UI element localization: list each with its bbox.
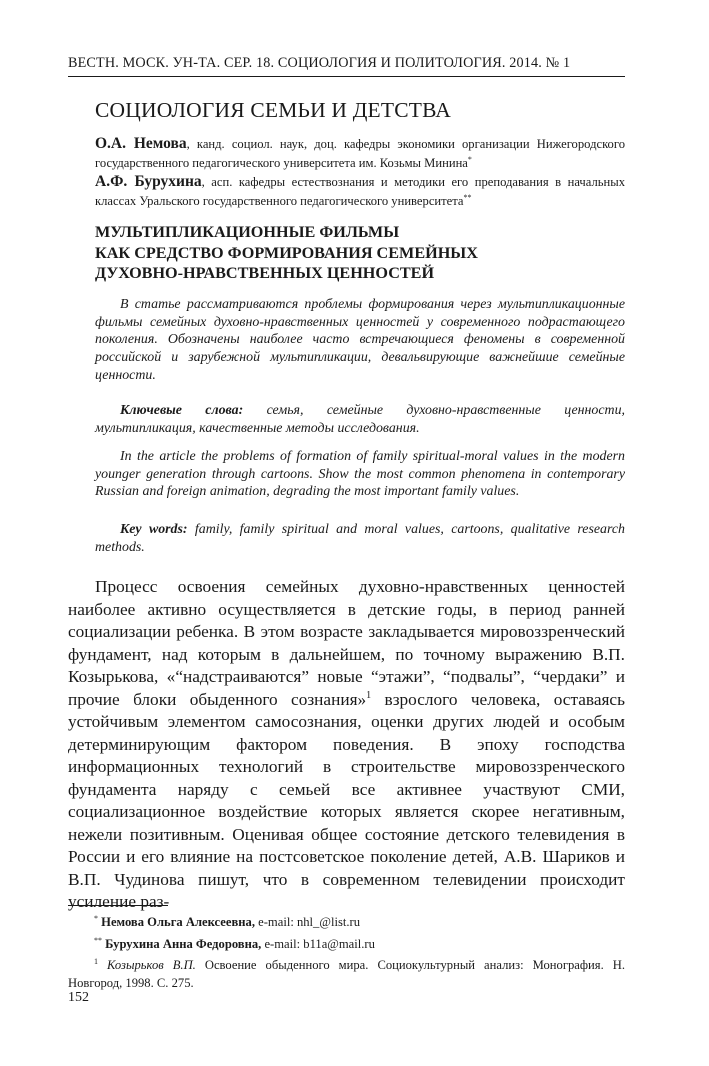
abstract-english bbox=[95, 448, 625, 501]
footnote-reference-1[interactable]: 1 bbox=[366, 689, 372, 701]
header-rule bbox=[68, 76, 625, 77]
author-1-footnote-mark: * bbox=[467, 155, 472, 164]
footnote-1 bbox=[68, 910, 625, 932]
footnote-3-citation: Козырьков В.П. bbox=[107, 958, 196, 973]
author-1-name: О.А. Немова bbox=[95, 135, 187, 152]
author-2-name: А.Ф. Бурухина bbox=[95, 173, 202, 190]
article-title-line-1: МУЛЬТИПЛИКАЦИОННЫЕ ФИЛЬМЫ bbox=[95, 223, 400, 241]
article-title bbox=[95, 222, 478, 284]
article-title-line-3: ДУХОВНО-НРАВСТВЕННЫХ ЦЕННОСТЕЙ bbox=[95, 264, 435, 282]
author-1-affiliation: , канд. социол. наук, доц. кафедры экономики организации Нижегородского государственного педагогического университета им. Козьмы Минина bbox=[95, 137, 625, 171]
footnote-2 bbox=[68, 932, 625, 954]
keywords-english-text: family, family spiritual and moral values, cartoons, qualitative research methods. bbox=[95, 522, 625, 555]
running-head: ВЕСТН. МОСК. УН-ТА. СЕР. 18. СОЦИОЛОГИЯ И ПОЛИТОЛОГИЯ. 2014. № 1 bbox=[68, 55, 571, 71]
body-text-part-2: взрослого человека, оставаясь устойчивым элементом самосознания, оценки других людей и особым детерминирующим фактором поведения. В эпоху господства информационных технологий в строительстве мировоззренческого фундамента наряду с семьей все активнее участвуют СМИ, социализационное воздействие которых является скорее негативным, нежели позитивным. Оценивая общее состояние детского телевидения в России и его влияние на постсоветское поколение детей, А.В. Шариков и В.П. Чудинова пишут, что в современном телевидении происходит усиление раз- bbox=[68, 689, 625, 911]
footnote-1-name: Немова Ольга Алексеевна, bbox=[101, 915, 255, 930]
abstract-russian bbox=[95, 296, 625, 385]
keywords-english-label: Key words: bbox=[120, 522, 188, 537]
footnote-2-mark: ** bbox=[94, 935, 102, 945]
footnote-separator bbox=[68, 905, 168, 906]
footnote-3-mark: 1 bbox=[94, 957, 98, 967]
page-number: 152 bbox=[68, 990, 89, 1005]
section-title: СОЦИОЛОГИЯ СЕМЬИ И ДЕТСТВА bbox=[95, 98, 452, 122]
footnotes bbox=[68, 910, 625, 993]
author-2 bbox=[95, 174, 625, 209]
keywords-russian-text: семья, семейные духовно-нравственные ценности, мультипликация, качественные методы исследования. bbox=[95, 403, 625, 436]
keywords-russian bbox=[95, 402, 625, 437]
footnote-3 bbox=[68, 953, 625, 992]
author-2-footnote-mark: ** bbox=[463, 193, 472, 202]
keywords-russian-label: Ключевые слова: bbox=[120, 403, 244, 418]
article-title-line-2: КАК СРЕДСТВО ФОРМИРОВАНИЯ СЕМЕЙНЫХ bbox=[95, 243, 478, 262]
keywords-english bbox=[95, 521, 625, 556]
footnote-1-email: e-mail: nhl_@list.ru bbox=[255, 915, 360, 930]
footnote-2-name: Бурухина Анна Федоровна, bbox=[105, 936, 262, 951]
author-2-affiliation: , асп. кафедры естествознания и методики его преподавания в начальных классах Уральского государственного педагогического университета bbox=[95, 175, 625, 209]
abstract-english-text: In the article the problems of formation of family spiritual-moral values in the modern younger generation through cartoons. Show the most common phenomena in contemporary Russian and foreign animation, degrading the most important family values. bbox=[95, 449, 625, 500]
author-1 bbox=[95, 136, 625, 171]
footnote-1-mark: * bbox=[94, 914, 98, 923]
body-paragraph bbox=[68, 576, 625, 914]
footnote-2-email: e-mail: b11a@mail.ru bbox=[261, 936, 375, 951]
body-text bbox=[68, 576, 625, 914]
body-text-part-1: Процесс освоения семейных духовно-нравственных ценностей наиболее активно осуществляется в детские годы, в период ранней социализации ребенка. В этом возрасте закладывается мировоззренческий фундамент, над которым в дальнейшем, по точному выражению В.П. Козырькова, «“надстраиваются” новые “этажи”, “подвалы”, “чердаки” и прочие блоки обыденного сознания» bbox=[68, 577, 625, 709]
footnote-3-text: Освоение обыденного мира. Социокультурный анализ: Монография. Н. Новгород, 1998. С. 275. bbox=[68, 958, 625, 991]
abstract-russian-text: В статье рассматриваются проблемы формирования через мультипликационные фильмы семейных духовно-нравственных ценностей у современного подрастающего поколения. Обозначены наиболее часто встречающиеся феномены в современной российской и зарубежной мультипликации, девальвирующие важнейшие семейные ценности. bbox=[95, 297, 625, 383]
